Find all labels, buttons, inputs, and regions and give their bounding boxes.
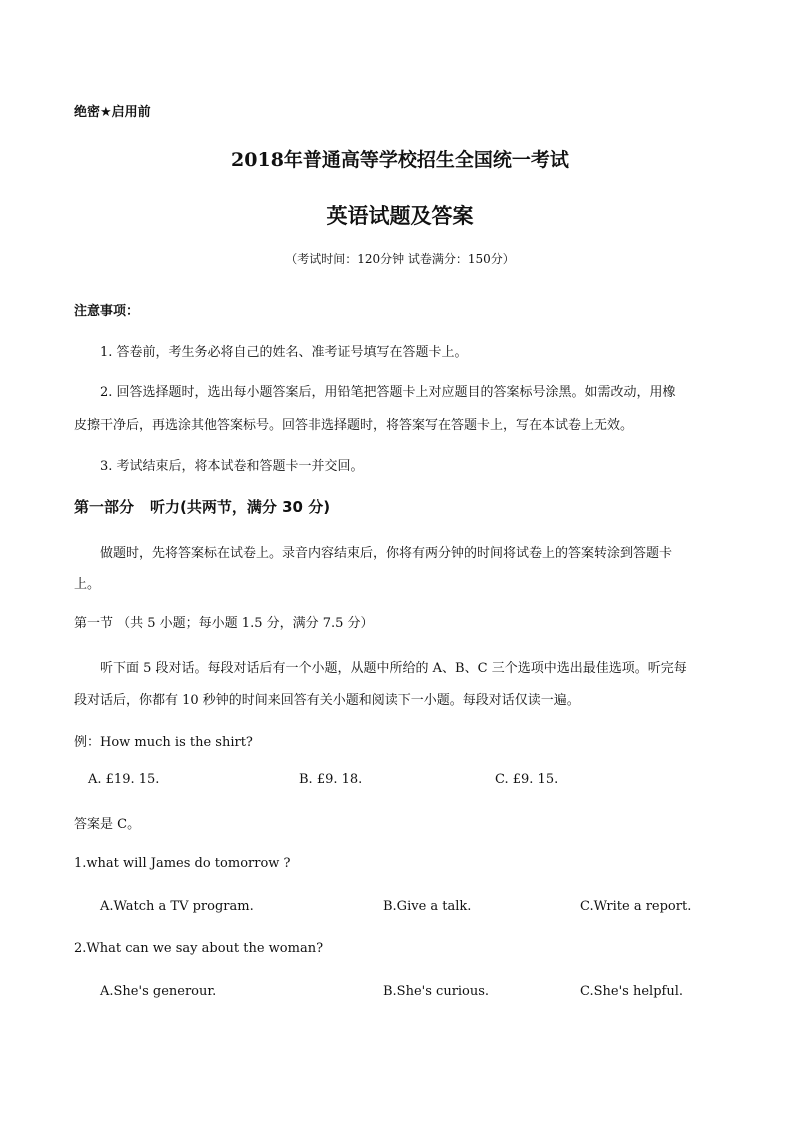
example-question: 例：How much is the shirt? [74,735,253,750]
note-item-2-line-2: 皮擦干净后，再选涂其他答案标号。回答非选择题时，将答案写在答题卡上，写在本试卷上无效。 [74,418,634,433]
part1-heading [74,496,330,517]
note-item-1: 1. 答卷前，考生务必将自己的姓名、准考证号填写在答题卡上。 [100,345,468,360]
part1-title: 听力(共两节，满分 30 分) [150,498,331,516]
question-2: 2.What can we say about the woman? [74,941,324,956]
exam-duration-score: （考试时间：120分钟 试卷满分：150分） [285,252,515,266]
paper-title: 英语试题及答案 [326,203,474,228]
question-1-option-c: C.Write a report. [580,899,692,914]
question-2-option-c: C.She's helpful. [580,984,683,999]
question-2-option-b: B.She's curious. [383,984,490,999]
section1-instruction-line-2: 段对话后，你都有 10 秒钟的时间来回答有关小题和阅读下一小题。每段对话仅读一遍。 [74,693,580,708]
example-answer: 答案是 C。 [74,817,141,832]
question-2-option-a: A.She's generour. [100,984,217,999]
confidential-mark: 绝密★启用前 [74,105,151,120]
notes-heading: 注意事项： [74,304,140,319]
section1-heading: 第一节 （共 5 小题；每小题 1.5 分，满分 7.5 分） [74,616,374,631]
section1-instruction-line-1: 听下面 5 段对话。每段对话后有一个小题，从题中所给的 A、B、C 三个选项中选出最佳选项。听完每 [100,661,687,676]
note-item-3: 3. 考试结束后，将本试卷和答题卡一并交回。 [100,459,364,474]
part1-instruction-line-2: 上。 [74,577,101,592]
question-1-option-b: B.Give a talk. [383,899,472,914]
part1-instruction-line-1: 做题时，先将答案标在试卷上。录音内容结束后，你将有两分钟的时间将试卷上的答案转涂到答题卡 [100,546,673,561]
example-option-a: A. £19. 15. [88,772,160,787]
part1-label: 第一部分 [74,498,135,516]
question-1-option-a: A.Watch a TV program. [100,899,254,914]
example-option-c: C. £9. 15. [495,772,559,787]
exam-title: 2018年普通高等学校招生全国统一考试 [231,149,569,171]
note-item-2-line-1: 2. 回答选择题时，选出每小题答案后，用铅笔把答题卡上对应题目的答案标号涂黑。如需改动，用橡 [100,385,676,400]
question-1: 1.what will James do tomorrow ? [74,856,291,871]
example-option-b: B. £9. 18. [299,772,363,787]
